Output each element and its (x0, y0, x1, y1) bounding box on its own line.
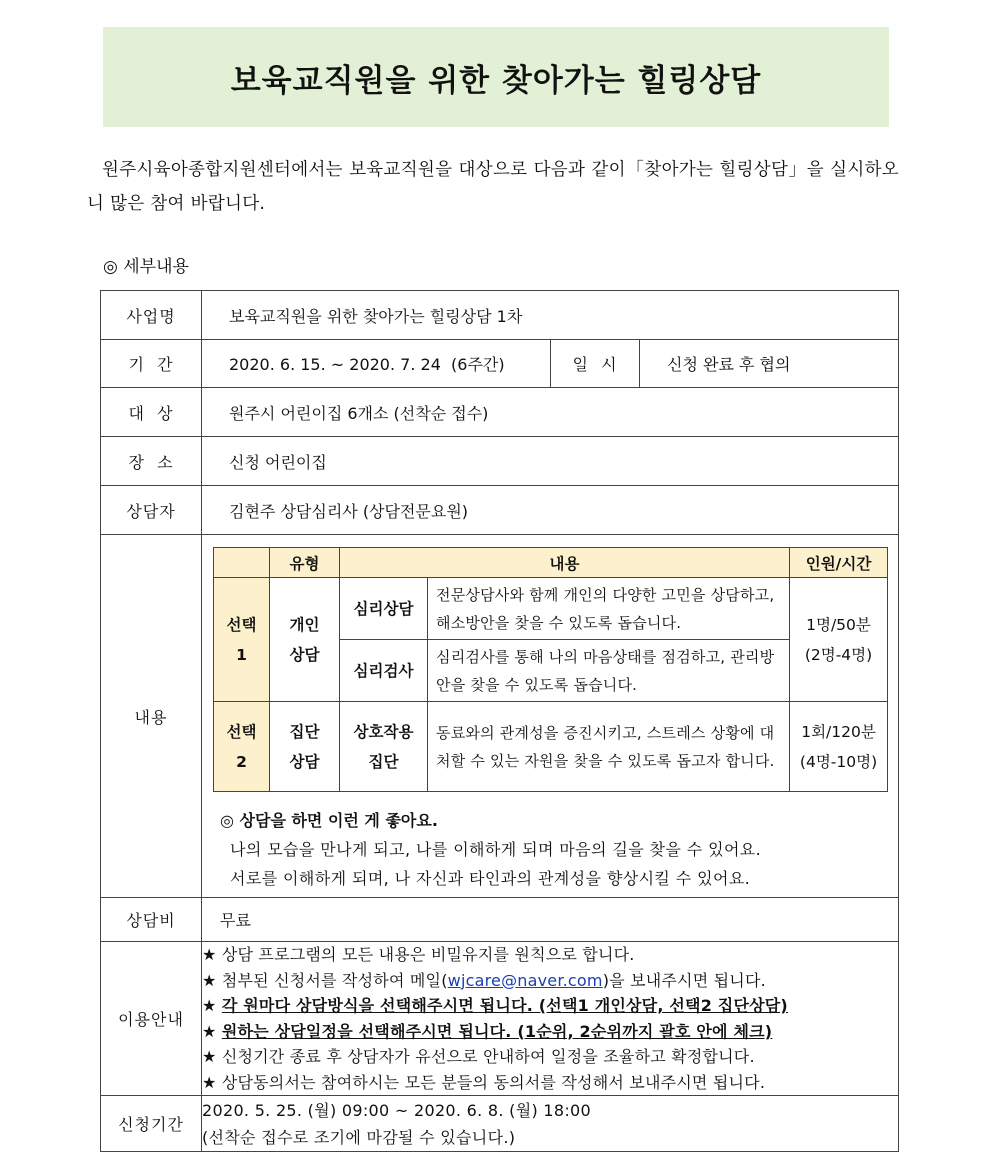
fee-label: 상담비 (101, 898, 202, 942)
note-consent-form: ★ 상담동의서는 참여하시는 모든 분들의 동의서를 작성해서 보내주시면 됩니다. (202, 1072, 766, 1092)
title-banner (103, 27, 889, 127)
note-select-method: ★ 각 원마다 상담방식을 선택해주시면 됩니다. (선택1 개인상담, 선택2 집단상담) (202, 996, 788, 1015)
page-title: 보육교직원을 위한 찾아가는 힐링상담 (230, 62, 762, 99)
benefits-heading: ◎ 상담을 하면 이런 게 좋아요. (220, 811, 438, 830)
item-description: 전문상담사와 함께 개인의 다양한 고민을 상담하고, 해소방안을 찾을 수 있도록 돕습니다. (428, 578, 790, 640)
row-content (101, 535, 899, 898)
item-description: 동료와의 관계성을 증진시키고, 스트레스 상황에 대처할 수 있는 자원을 찾을 수 있도록 돕고자 합니다. (428, 702, 790, 792)
header-content: 내용 (340, 548, 790, 578)
program-table (213, 547, 888, 792)
option-1-type: 개인 상담 (270, 578, 340, 702)
note-schedule-confirm: ★ 신청기간 종료 후 상담자가 유선으로 안내하여 일정을 조율하고 확정합니다. (202, 1047, 755, 1066)
row-period (101, 340, 899, 388)
counselor-value: 김현주 상담심리사 (상담전문요원) (202, 486, 899, 535)
row-guide (101, 942, 899, 1096)
note-email: ★ 첨부된 신청서를 작성하여 메일(wjcare@naver.com)을 보내주시면 됩니다. (202, 970, 766, 990)
content-cell (202, 535, 899, 898)
option-2-type: 집단 상담 (270, 702, 340, 792)
period-value: 2020. 6. 15. ~ 2020. 7. 24 (6주간) (202, 340, 551, 388)
details-table (100, 290, 899, 1152)
row-place (101, 437, 899, 486)
datetime-value: 신청 완료 후 협의 (640, 340, 899, 388)
target-label: 대 상 (101, 388, 202, 437)
benefit-line: 나의 모습을 만나게 되고, 나를 이해하게 되며 마음의 길을 찾을 수 있어요. (230, 840, 762, 859)
note-confidential: ★ 상담 프로그램의 모든 내용은 비밀유지를 원칙으로 합니다. (202, 945, 635, 964)
benefit-line: 서로를 이해하게 되며, 나 자신과 타인과의 관계성을 향상시킬 수 있어요. (230, 869, 751, 888)
section-heading: ◎ 세부내용 (103, 257, 189, 277)
apply-dates: 2020. 5. 25. (월) 09:00 ~ 2020. 6. 8. (월) 18:00 (202, 1100, 592, 1120)
header-type: 유형 (270, 548, 340, 578)
row-apply-period (101, 1096, 899, 1152)
apply-period (202, 1096, 899, 1152)
option-1-label: 선택 1 (214, 578, 270, 702)
apply-note: (선착순 접수로 조기에 마감될 수 있습니다.) (202, 1127, 516, 1147)
business-name-value: 보육교직원을 위한 찾아가는 힐링상담 1차 (202, 291, 899, 340)
row-business-name (101, 291, 899, 340)
note-select-schedule: ★ 원하는 상담일정을 선택해주시면 됩니다. (1순위, 2순위까지 괄호 안에 체크) (202, 1021, 773, 1041)
guide-label: 이용안내 (101, 942, 202, 1096)
target-value: 원주시 어린이집 6개소 (선착순 접수) (202, 388, 899, 437)
item-name: 심리상담 (340, 578, 428, 640)
business-name-label: 사업명 (101, 291, 202, 340)
header-blank (214, 548, 270, 578)
header-people-time: 인원/시간 (790, 548, 888, 578)
row-target (101, 388, 899, 437)
counselor-label: 상담자 (101, 486, 202, 535)
datetime-label: 일 시 (551, 340, 640, 388)
row-counselor (101, 486, 899, 535)
place-label: 장 소 (101, 437, 202, 486)
option-1-people-time: 1명/50분 (2명-4명) (790, 578, 888, 702)
program-header-row (214, 548, 888, 578)
guide-notes (202, 942, 899, 1096)
item-name: 심리검사 (340, 640, 428, 702)
program-row (214, 702, 888, 792)
program-row (214, 578, 888, 640)
row-fee (101, 898, 899, 942)
content-label: 내용 (101, 535, 202, 898)
benefits-block (220, 806, 898, 893)
option-2-label: 선택 2 (214, 702, 270, 792)
option-2-people-time: 1회/120분 (4명-10명) (790, 702, 888, 792)
fee-value: 무료 (202, 898, 899, 942)
period-label: 기 간 (101, 340, 202, 388)
apply-label: 신청기간 (101, 1096, 202, 1152)
email-link[interactable]: wjcare@naver.com (447, 970, 603, 990)
item-name: 상호작용 집단 (340, 702, 428, 792)
intro-paragraph: 원주시육아종합지원센터에서는 보육교직원을 대상으로 다음과 같이「찾아가는 힐링상담」을 실시하오니 많은 참여 바랍니다. (87, 160, 899, 214)
item-description: 심리검사를 통해 나의 마음상태를 점검하고, 관리방안을 찾을 수 있도록 돕습니다. (428, 640, 790, 702)
place-value: 신청 어린이집 (202, 437, 899, 486)
